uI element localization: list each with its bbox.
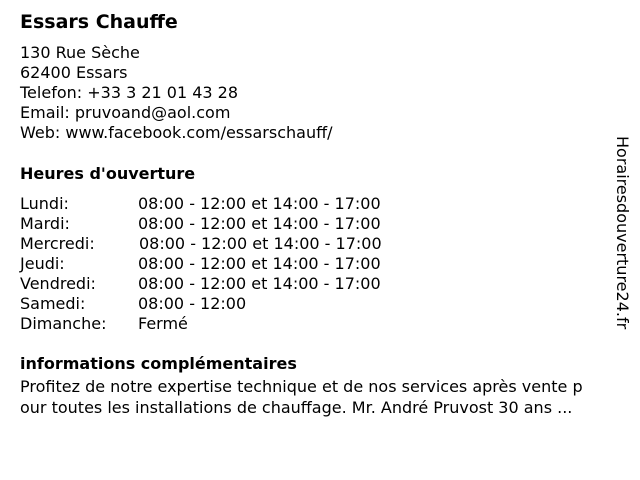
hours-row-friday	[20, 274, 440, 294]
additional-info-line: our toutes les installations de chauffage. Mr. André Pruvost 30 ans ...	[20, 398, 573, 417]
hours-row-saturday	[20, 294, 440, 314]
opening-hours-table	[20, 194, 440, 334]
hours-row-sunday	[20, 314, 440, 334]
day-label: Lundi:	[20, 194, 69, 213]
hours-value: 08:00 - 12:00 et 14:00 - 17:00	[138, 194, 381, 213]
email-line: Email: pruvoand@aol.com	[20, 103, 231, 122]
additional-info-heading: informations complémentaires	[20, 354, 297, 373]
day-label: Samedi:	[20, 294, 86, 313]
address-street: 130 Rue Sèche	[20, 43, 140, 62]
additional-info-line: Profitez de notre expertise technique et de nos services après vente p	[20, 377, 583, 396]
website-line: Web: www.facebook.com/essarschauff/	[20, 123, 333, 142]
hours-value: 08:00 - 12:00 et 14:00 - 17:00	[139, 234, 382, 253]
day-label: Jeudi:	[20, 254, 65, 273]
address-postcode-city: 62400 Essars	[20, 63, 128, 82]
hours-row-tuesday	[20, 214, 440, 234]
watermark-text: Horairesdouverture24.fr	[613, 136, 632, 330]
hours-row-thursday	[20, 254, 440, 274]
business-name: Essars Chauffe	[20, 11, 178, 33]
hours-value: 08:00 - 12:00 et 14:00 - 17:00	[138, 274, 381, 293]
site-watermark	[612, 136, 636, 346]
hours-value: 08:00 - 12:00	[138, 294, 247, 313]
opening-hours-heading: Heures d'ouverture	[20, 164, 196, 183]
phone-line: Telefon: +33 3 21 01 43 28	[20, 83, 239, 102]
hours-value: Fermé	[138, 314, 188, 333]
hours-value: 08:00 - 12:00 et 14:00 - 17:00	[138, 214, 381, 233]
hours-row-wednesday	[20, 234, 440, 254]
day-label: Vendredi:	[20, 274, 96, 293]
contact-block	[20, 43, 333, 143]
hours-value: 08:00 - 12:00 et 14:00 - 17:00	[138, 254, 381, 273]
day-label: Dimanche:	[20, 314, 107, 333]
business-card	[20, 0, 630, 480]
day-label: Mardi:	[20, 214, 70, 233]
hours-row-monday	[20, 194, 440, 214]
day-label: Mercredi:	[20, 234, 95, 253]
